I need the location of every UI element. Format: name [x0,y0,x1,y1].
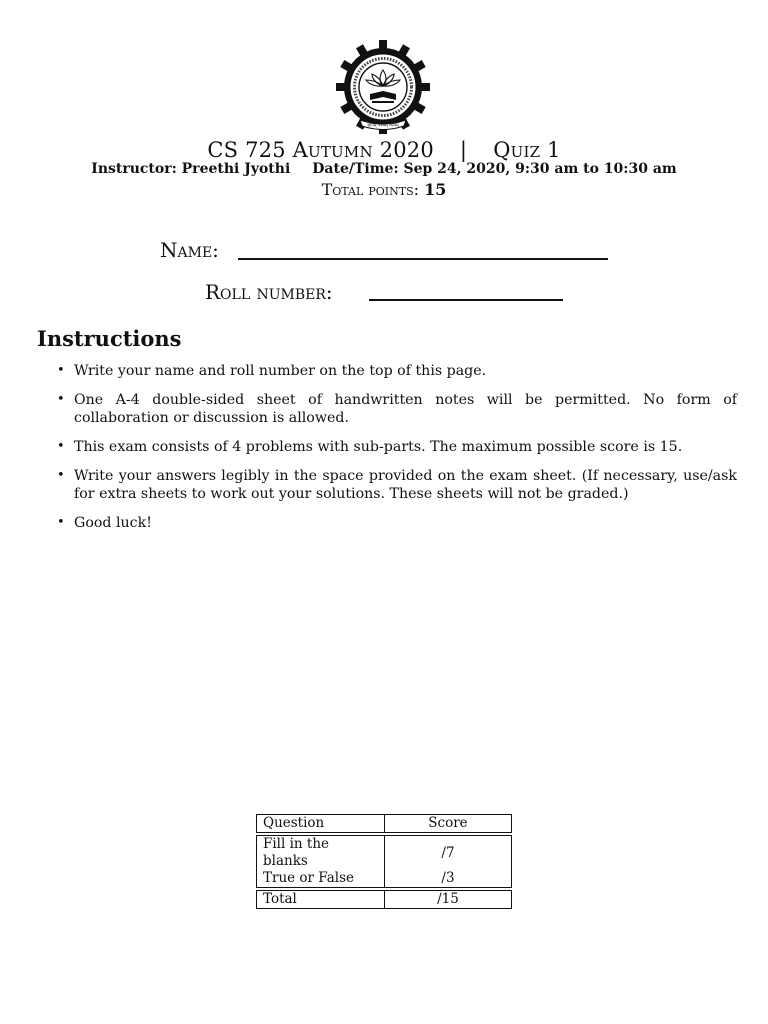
table-header-row [257,815,512,833]
score-table [256,814,512,909]
bullet-icon: • [57,515,65,530]
bullet-icon: • [57,363,65,378]
total-points [0,180,768,200]
exam-datetime: Date/Time: Sep 24, 2020, 9:30 am to 10:30 am [312,161,677,177]
score-cell: /7 [385,836,512,871]
table-row [257,836,512,871]
name-field[interactable] [238,258,608,260]
roll-number-label: Roll number: [205,280,333,304]
list-item [37,514,737,532]
score-column-header: Score [385,815,512,833]
list-item [37,362,737,380]
list-item [37,467,737,503]
institute-seal-icon [330,40,436,134]
list-item [37,391,737,427]
instruction-text: Write your name and roll number on the top of this page. [74,363,487,379]
bullet-icon: • [57,468,65,483]
score-cell: /3 [385,870,512,888]
instruction-text: This exam consists of 4 problems with sub-parts. The maximum possible score is 15. [74,439,683,455]
title-separator: | [459,138,468,162]
table-total-row [257,891,512,909]
seal-motto: ज्ञानम् परमम् ध्येयम् [367,123,399,129]
question-column-header: Question [257,815,385,833]
total-score-cell: /15 [385,891,512,909]
name-label: Name: [160,238,219,262]
bullet-icon: • [57,439,65,454]
list-item [37,438,737,456]
instructions-heading: Instructions [37,326,182,351]
instructions-list [37,362,737,543]
total-label-cell: Total [257,891,385,909]
instructor-label: Instructor: Preethi Jyothi [91,161,291,177]
table-row [257,870,512,888]
roll-number-field[interactable] [369,299,563,301]
instruction-text: Write your answers legibly in the space provided on the exam sheet. (If necessary, use/ask for extra sheets to work out your solutions. These sheets will not be graded.) [74,468,737,502]
course-title: CS 725 Autumn 2020 [207,138,434,162]
question-cell: Fill in the blanks [257,836,385,871]
total-points-label: Total points: [321,180,420,199]
bullet-icon: • [57,392,65,407]
instruction-text: One A-4 double-sided sheet of handwritten notes will be permitted. No form of collaboration or discussion is allowed. [74,392,737,426]
instruction-text: Good luck! [74,515,152,531]
quiz-title: Quiz 1 [493,138,561,162]
question-cell: True or False [257,870,385,888]
exam-meta [0,160,768,178]
total-points-value: 15 [424,180,447,199]
